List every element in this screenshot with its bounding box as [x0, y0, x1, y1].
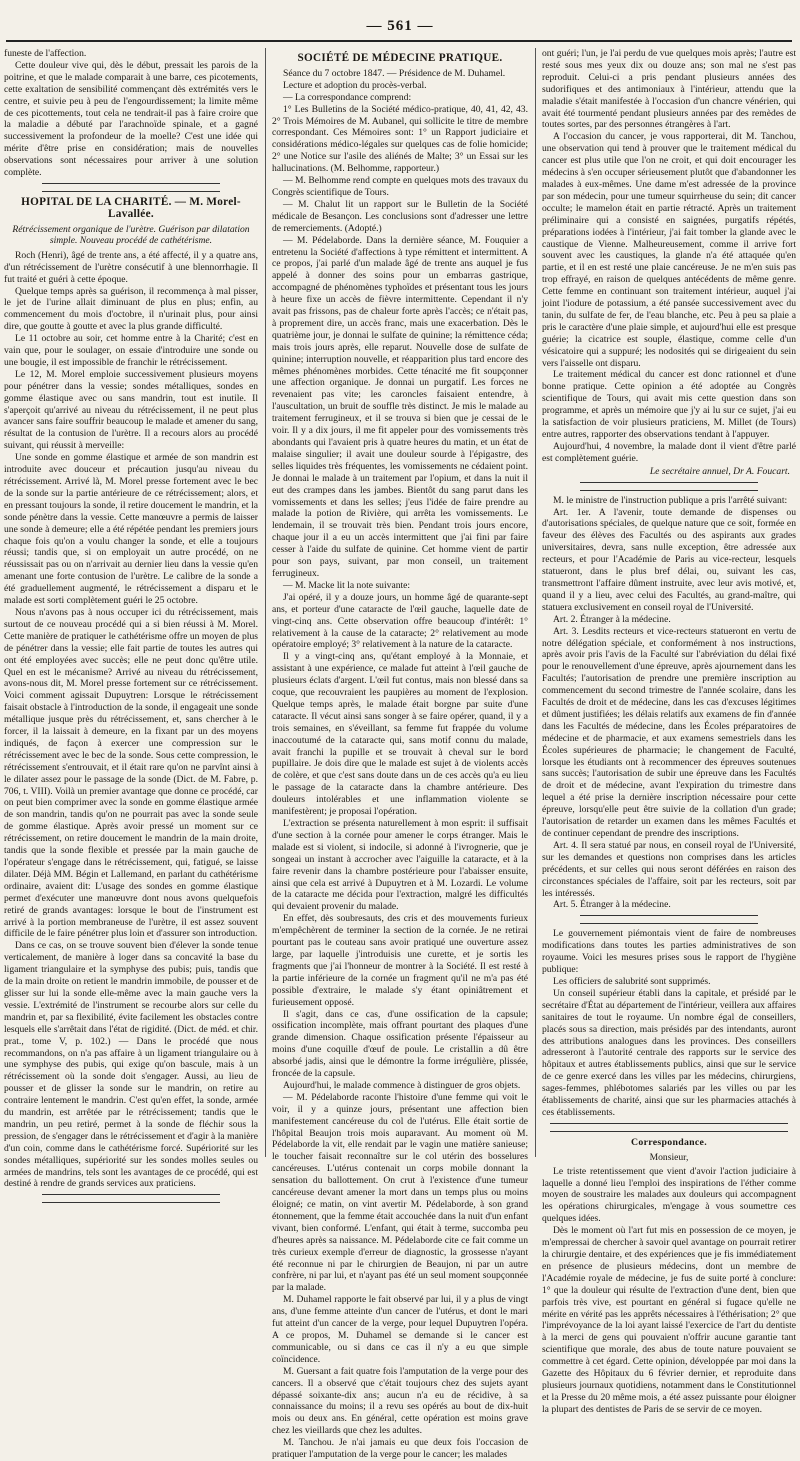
paragraph: M. Tanchou. Je n'ai jamais eu que deux fois l'occasion de pratiquer l'amputation de la verge pour le cancer; les malades — [272, 1437, 528, 1461]
ornament-divider — [550, 1123, 789, 1132]
paragraph: — M. Macke lit la note suivante: — [283, 579, 411, 591]
paragraph: Le triste retentissement que vient d'avoir l'action judiciaire à laquelle a donné lieu l'emploi des inspirations de l'éther comme moyen de soustraire les malades aux douleurs qui accompagnent les opérations chirurgicales, m'engage à vous soumettre ces quelques idées. — [542, 1165, 796, 1225]
paragraph: M. Duhamel rapporte le fait observé par lui, il y a plus de vingt ans, d'une femme atteinte d'un cancer de l'utérus, et dont le mari fut atteint d'un cancer de la verge, pour lequel Dupuytren l'opéra. A ce propos, M. Duhamel se demande si le cancer est communicable, ou si dans ce cas il n'y a eu que simple coïncidence. — [272, 1294, 528, 1365]
page-number: — 561 — — [366, 18, 434, 34]
ornament-divider — [580, 915, 758, 924]
paragraph: Dès le moment où l'art fut mis en possession de ce moyen, je m'empressai de chercher à savoir quel avantage on pourrait retirer la chirurgie dentaire, et des expériences que je fis immédiatement en présence de plusieurs médecins, dont un membre de l'Académie royale de médecine, je fus de suite porté à conclure: 1° que la douleur qui résulte de l'extraction d'une dent, bien que parfois très vive, est pourtant en général si fugace qu'elle ne mérite en vérité pas les apprêts nécessaires à l'éthérisation; 2° que l'imprévoyance de la loi ayant laissé l'exercice de l'art du dentiste à la merci de gens qui pouvaient n'offrir aucune garantie tant scientifique que morale, des abus de toute nature pouvaient se commettre à cet égard. Cette opinion, développée par moi dans la Gazette des Hôpitaux du 6 février dernier, et reproduite dans plusieurs journaux quotidiens, notamment dans le Constitutionnel et la Presse du 20 même mois, a été assez puissante pour éloigner la plupart des dentistes de Paris de se servir de ce moyen. — [542, 1225, 796, 1415]
paragraph: Roch (Henri), âgé de trente ans, a été affecté, il y a quatre ans, d'un rétrécissement de l'urètre consécutif à une blennorrhagie. Il fut traité et guéri à cette époque. — [4, 249, 258, 285]
paragraph: Quelque temps après sa guérison, il recommença à mal pisser, le jet de l'urine allait diminuant de plus en plus; enfin, au commencement du mois d'octobre, il n'urinait plus, pour ainsi dire, que goutte à goutte et avec la plus grande difficulté. — [4, 285, 258, 333]
column-divider — [535, 48, 536, 1157]
paragraph: funeste de l'affection. — [4, 48, 87, 59]
section-title-hopital: HOPITAL DE LA CHARITÉ. — M. Morel-Lavallée. — [21, 195, 241, 220]
paragraph: L'extraction se présenta naturellement à mon esprit: il suffisait d'une section à la cornée pour amener le corps étranger. Mais le malade est si violent, si indocile, si adonné à l'ivrognerie, que je songeai un instant à accrocher avec l'aiguille la cataracte, et à la faire revenir dans la chambre postérieure pour l'abaisser ensuite, ainsi que cela est arrivé à Dupuytren et à M. Lozardi. Le volume de la cataracte me décida pour l'extraction, malgré les difficultés qui devaient provenir du malade. — [272, 818, 528, 913]
paragraph: Les officiers de salubrité sont supprimés. — [553, 975, 711, 987]
salutation: Monsieur, — [649, 1151, 689, 1163]
paragraph: — M. Belhomme rend compte en quelques mots des travaux du Congrès scientifique de Tours. — [272, 175, 528, 198]
ornament-divider — [42, 183, 220, 192]
column-divider — [265, 48, 266, 1157]
ornament-divider — [42, 1194, 220, 1203]
paragraph: Art. 2. Étranger à la médecine. — [553, 613, 671, 625]
column-middle — [272, 48, 528, 1461]
paragraph: — La correspondance comprend: — [283, 91, 412, 103]
paragraph: — M. Chalut lit un rapport sur le Bulletin de la Société médicale de Besançon. Les conclusions sont d'adresser une lettre de remerciements. (Adopté.) — [272, 198, 528, 234]
paragraph: Le 11 octobre au soir, cet homme entre à la Charité; c'est en vain que, pour le soulager, on essaie d'introduire une sonde ou une bougie, il est impossible de franchir le rétrécissement. — [4, 333, 258, 368]
session-line: Séance du 7 octobre 1847. — Présidence de M. Duhamel. — [283, 67, 506, 79]
signature-line: Le secrétaire annuel, Dr A. Foucart. — [649, 465, 790, 477]
paragraph: Art. 1er. A l'avenir, toute demande de dispenses ou d'autorisations spéciales, de quelque nature que ce soit, formée en faveur des élèves des Facultés ou des aspirants aux grades universitaires, devra, sans nulle exception, être adressée aux recteurs, et pour l'Académie de Paris au vice-recteur, lesquels statueront, dans le plus bref délai, ou, suivant les cas, transmettront l'affaire dûment instruite, avec leur avis motivé, et, quand il y a lieu, avec celui des Facultés, au grand-maître, qui statuera exclusivement en conseil royal de l'Université. — [542, 506, 796, 613]
paragraph: Art. 4. Il sera statué par nous, en conseil royal de l'Université, sur les demandes et questions non comprises dans les articles précédents, et sur celles qui nous seront déférées en raison des circonstances spéciales de l'affaire, soit par les recteurs, soit par les intéressés. — [542, 839, 796, 899]
paragraph: Le traitement médical du cancer est donc rationnel et d'une bonne pratique. Cette opinion a été adoptée au Congrès scientifique de Tours, qui avait mis cette question dans son programme, et après un mémoire que j'y ai lu sur ce sujet, j'ai eu la satisfaction de voir plusieurs praticiens, M. Millet (de Tours) entre autres, rapporter des observations tendant à l'appuyer. — [542, 369, 796, 440]
paragraph: Art. 5. Étranger à la médecine. — [553, 899, 671, 911]
paragraph: Dans ce cas, on se trouve souvent bien d'élever la sonde tenue verticalement, de manière à loger dans sa concavité la base du ligament triangulaire et la symphyse des pubis; puis, tandis que de la main droite on retient le mandrin immobile, de pousser et de glisser sur lui la sonde elle-même avec la main gauche vers la vessie. L'extrémité de l'instrument se recourbe alors sur celle du mandrin et, par sa flexibilité, évite facilement les obstacles contre lesquels elle s'arrêtait dans l'état de rigidité. (Dict. de méd. et chir. prat., tome V, p. 102.) — Dans le procédé que nous recommandons, on n'a pas affaire à un ligament triangulaire ou à une symphyse des pubis, qui exige qu'on bascule, mais à un rétrécissement où la sonde doit s'engager. Aussi, au lieu de pousser et de glisser la sonde sur le mandrin, on retire au contraire lentement le mandrin. C'est qu'en effet, la sonde, armée du mandrin, est arrêtée par le rétrécissement; tandis que le mandrin, un peu retiré, permet à la sonde de fléchir sous la pression, de s'engager dans le rétrécissement et d'agir à la manière d'un coin, comme dans le cathétérisme forcé. Supériorité sur les sondes métalliques, supériorité sur les sondes molles seules ou armées de mandrins, tels sont les avantages de ce procédé, qui est destiné à rendre de grands services aux praticiens. — [4, 940, 258, 1190]
paragraph: A l'occasion du cancer, je vous rapporterai, dit M. Tanchou, une observation qui tend à prouver que le traitement médical du cancer est plus utile que l'on ne croit, et qui doit encourager les médecins à s'en occuper sérieusement plutôt que d'abandonner les malades à eux-mêmes. Une dame m'est adressée de la province par son médecin, pour une tumeur squirrheuse du sein; dit cancer occulte; le mamelon était en partie rétracté. Après un traitement préliminaire qui a consisté en saignées, purgatifs répétés, préparations iodées à l'intérieur, j'ai fait tomber la glande avec le caustique de Vienne. Malheureusement, comme il arrive fort souvent avec les caustiques, la glande n'a été attaquée qu'en partie, et il en est resté une plaie cancéreuse. Je ne m'en suis pas trop effrayé, en raison de quelques antécédents de même genre. Cette femme en continuant son traitement intérieur, auquel j'ai joint l'iodure de potassium, a été pansée successivement avec du tanin, du sulfate de fer, de l'eau blanche, etc. Peu à peu sa plaie a pris le caractère d'une plaie simple, et aujourd'hui elle est presque guérie; la cicatrice est souple, élastique, comme celle d'un vésicatoire qui a suppuré; les nodosités qui se dirigeaient du sein vers l'aisselle ont disparu. — [542, 131, 796, 369]
paragraph: Le gouvernement piémontais vient de faire de nombreuses modifications dans toutes les parties administratives de son royaume. Voici les mesures prises sous le rapport de l'hygiène publique: — [542, 928, 796, 976]
section-title-correspondance: Correspondance. — [631, 1136, 707, 1148]
paragraph: ont guéri; l'un, je l'ai perdu de vue quelques mois après; l'autre est resté sous mes yeux dix ou douze ans; son mal ne s'est pas reproduit. Celui-ci a pris pendant plusieurs années des sudorifiques et des antimoniaux à l'intérieur, attendu que la maladie s'était manifestée à l'occasion d'un chancre vénérien, qui avait été tourmenté pendant plusieurs années par des remèdes de toutes sortes, par des personnes étrangères à l'art. — [542, 48, 796, 131]
paragraph: Art. 3. Lesdits recteurs et vice-recteurs statueront en vertu de notre délégation spéciale, et conformément à nos instructions, après avoir pris l'avis de la Faculté sur l'abréviation du délai fixé pour le renouvellement d'une épreuve, après ajournement dans les Facultés; l'autorisation de prendre une première inscription au commencement du second trimestre de l'année scolaire, dans les Facultés de droit et de médecine, dans les cas d'excuses légitimes et dûment justifiées; les délais relatifs aux examens de fin d'année dans les Facultés de médecine, dans les Écoles préparatoires de médecine et de pharmacie, et aux examens semestriels dans les Écoles supérieures de pharmacie; le changement de Faculté, lorsque les étudiants ont à recommencer des épreuves soutenues sans succès; l'autorisation de subir une épreuve dans les Facultés de droit et de médecine, avant l'expiration du trimestre dans lequel a été prise la dernière inscription nécessaire pour cette épreuve, lorsqu'elle peut être suivie de la collation d'un grade; l'autorisation de retarder un examen dans les mêmes Facultés et de continuer cependant de prendre des inscriptions. — [542, 625, 796, 839]
paragraph: 1° Les Bulletins de la Société médico-pratique, 40, 41, 42, 43. 2° Trois Mémoires de M. Aubanel, qui sollicite le titre de membre correspondant. Ces Mémoires sont: 1° un Rapport judiciaire et considérations médico-légales sur quelques cas de folie homicide; 2° une Notice sur l'asile des aliénés de Malte; 3° un Essai sur les hallucinations. (M. Belhomme, rapporteur.) — [272, 103, 528, 175]
ornament-divider — [580, 482, 758, 491]
paragraph: En effet, dès soubresauts, des cris et des mouvements furieux m'empêchèrent de terminer la section de la cornée. Je ne retirai pourtant pas le couteau sans avoir pratiqué une ouverture assez large, par laquelle j'introduisis une curette, et je sortis les fragments que j'ai l'honneur de montrer à la Société. Il est resté à la partie inférieure de la cornée un fragment qu'il ne m'a pas été possible d'extraire, le malade s'y étant opiniâtrement et furieusement opposé. — [272, 913, 528, 1008]
paragraph: Le 12, M. Morel emploie successivement plusieurs moyens pour pénétrer dans la vessie; sondes métalliques, sondes en gomme élastique avec ou sans mandrin, tout est inutile. Il s'aperçoit qu'arrivé au niveau du rétrécissement, il ne peut plus avancer sans faire souffrir beaucoup le malade et amener du sang, résultat de la contusion de l'urètre. Il a recours alors au procédé suivant, qui réussit à merveille: — [4, 368, 258, 452]
paragraph: Cette douleur vive qui, dès le début, pressait les parois de la poitrine, et que le malade comparait à une barre, ces picotements, cette exaltation de sensibilité commençant dès extrémités vers le centre, et suivie peu à peu de l'engourdissement; la limite même de ces picottements, tout cela ne tendrait-il pas à faire croire que la maladie a débuté par l'arachnoïde spinale, et a gagné successivement la profondeur de la moelle? C'est une idée qui mérite d'être prise en considération; mais de nouvelles observations sont nécessaires pour arriver à une solution complète. — [4, 59, 258, 179]
header-rule — [6, 40, 792, 42]
paragraph: Nous n'avons pas à nous occuper ici du rétrécissement, mais surtout de ce nouveau procédé qui a si bien réussi à M. Morel. Cette manière de pratiquer le cathétérisme offre un moyen de plus de pénétrer dans la vessie; elle fait partie de toutes les autres qui ont été employées avec succès; elle ne peut donc qu'être utile. Quel en est le mécanisme? Arrivé au niveau du rétrécissement, avons-nous dit, M. Morel presse fortement sur ce rétrécissement. Voici comment agissait Dupuytren: Lorsque le rétrécissement faisait obstacle à l'introduction de la sonde, il engageait une sonde métallique jusque près du rétrécissement, et, sans chercher à le forcer, il la laissait à demeure, en la fixant par un des moyens indiqués, de façon à exercer une compression sur le rétrécissement avec le bec de la sonde. Sous cette compression, le rétrécissement s'entrouvait, et il était rare qu'on ne parvînt ainsi à le dilater assez pour le passage de la sonde (Dict. de M. Fabre, p. 706, t. VIII). Voilà un premier avantage que donne ce procédé, car on peut bien comprimer avec la sonde en gomme élastique armée de son mandrin, tandis qu'on ne pourrait pas avec la sonde seule de gomme élastique. Après avoir pressé un moment sur ce rétrécissement, on retire doucement le mandrin de la main droite, tandis que la sonde flexible et pressée par la main gauche de l'opérateur s'engage dans le rétrécissement, qui, fatigué, se laisse dilater. Déjà MM. Bégin et Lallemand, en parlant du cathétérisme ordinaire, avaient dit: L'usage des sondes en gomme élastique permet d'exécuter une manœuvre dont nous avons quelquefois retiré de grands avantages: lorsque le bout de l'instrument est arrivé à la portion membraneuse de l'urètre, il est assez souvent difficile de le faire pénétrer plus loin et d'assurer son introduction. — [4, 606, 258, 940]
paragraph: — M. Pédelaborde raconte l'histoire d'une femme qui voit le voir, il y a quinze jours, présentant une affection bien manifestement cancéreuse du col de l'utérus. Elle était sortie de l'hôpital Beaujon trois mois auparavant. Au moment où M. Pédelaborde la vit, elle rendait par le vagin une matière sanieuse; le toucher faisait reconnaître sur le col utérin des bosselures cancéreuses. L'utérus contenait un corps mobile donnant la sensation du ballottement. On crut à l'existence d'une tumeur cancéreuse devant amener la mort dans un temps plus ou moins éloigné; ce matin, on vint avertir M. Pédelaborde, à son grand étonnement, que la femme était accouchée dans la nuit d'un enfant vivant, bien conformé. L'enfant, qui était à terme, succomba peu d'heures après sa naissance. M. Pédelaborde cite ce fait comme un très curieux exemple d'erreur de diagnostic, la grossesse n'ayant été reconnue ni par le chirurgien de Beaujon, ni par un autre confrère, ni par lui, et n'ayant pas été un seul moment soupçonnée par la malade. — [272, 1091, 528, 1294]
paragraph: Aujourd'hui, le malade commence à distinguer de gros objets. — [283, 1079, 521, 1091]
column-left — [4, 48, 258, 1190]
column-right — [542, 48, 796, 1415]
paragraph: Il s'agit, dans ce cas, d'une ossification de la capsule; ossification incomplète, mais offrant pourtant des plaques d'une grande dimension. Chaque ossification présente l'épaisseur au moins d'une coquille d'œuf de poule. Le cristallin a dû être absorbé jadis, ainsi que le démontre la forme irrégulière, plissée, froncée de la capsule. — [272, 1008, 528, 1080]
paragraph: M. Guersant a fait quatre fois l'amputation de la verge pour des cancers. Il a observé que c'était toujours chez des sujets ayant dépassé soixante-dix ans; aucun n'a eu de récidive, à sa connaissance du moins; il a revu ses opérés au bout de dix-huit mois ou deux ans. En général, cette opération est moins grave chez les vieillards que chez les adultes. — [272, 1365, 528, 1437]
paragraph: Un conseil supérieur établi dans la capitale, et présidé par le secrétaire d'État au département de l'intérieur, veillera aux affaires sanitaires de tout le royaume. Un nombre égal de conseillers, placés sous sa direction, mais présidés par des intendants, auront des attributions analogues dans les provinces. Des conseillers adresseront à l'autorité centrale des rapports sur le service des hôpitaux et autres établissements publics, ainsi que sur le service de ce genre exercé dans les villes par les médecins, chirurgiens, sages-femmes, phlébotomes salariés par les villes ou par les établissements de charité, ainsi que sur les pharmacies attachés à ces établissements. — [542, 987, 796, 1118]
paragraph: J'ai opéré, il y a douze jours, un homme âgé de quarante-sept ans, et porteur d'une cataracte de l'œil gauche, laquelle date de vingt-cinq ans. Cette observation offre beaucoup d'intérêt: 1° relativement à la cause de la cataracte; 2° relativement au mode opératoire employé; 3° relativement à la nature de la cataracte. — [272, 591, 528, 651]
paragraph: Aujourd'hui, 4 novembre, la malade dont il vient d'être parlé est complètement guérie. — [542, 440, 796, 464]
paragraph: — M. Pédelaborde. Dans la dernière séance, M. Fouquier a entretenu la Société d'affections à type rémittent et intermittent. A ce propos, j'ai parlé d'un malade âgé de trente ans auquel je fus appelé à donner des soins pour un embarras gastrique, accompagné de phénomènes typhoïdes et présentant tous les jours à heure fixe un accès de fièvre intermittente. Cependant il n'y avait pas frissons, pas de chaleur forte après l'accès; ce n'était pas, à proprement dire, un accès franc, mais une exacerbation. Dès le quatrième jour, je donnai le sulfate de quinine; la rémittence céda; mais trois jours après, elle reparut. Nouvelle dose de sulfate de quinine; interruption nouvelle, et réapparition plus tard encore des mêmes phénomènes morbides. Cette ténacité me fit soupçonner une affection organique. Je donnai un purgatif. Les forces ne revenaient pas vite; les caroncles faisaient entendre, à l'auscultation, un bruit de souffle très distinct. Je mis le malade au traitement ferrugineux, et il se trouva si bien que je cessai de le voir. Il y a dix jours, il me fit appeler pour des vomissements très abondants qui l'avaient pris à quatre heures du matin, et un état de malaise singulier; il avait une douleur sourde à l'épigastre, des selles liquides très fréquentes, les vomissements ne cédaient point. Je donnai le malade à un traitement par l'opium, et dans la nuit il eut des crampes dans les jambes. Bientôt du sang parut dans les vomissements et dans les selles; j'eus l'idée de faire prendre au malade la potion de Rivière, qui arrêta les vomissements. Le lendemain, il se trouvait très bien. Pendant trois jours encore, chaque jour il a eu un accès intermittent que j'ai fini par faire cesser à l'aide du sulfate de quinine. Cet homme vient de partir pour son pays, suivant, par mon conseil, un traitement ferrugineux. — [272, 234, 528, 579]
paragraph: Il y a vingt-cinq ans, qu'étant employé à la Monnaie, et assistant à une expérience, ce malade fut atteint à l'œil gauche de plusieurs éclats d'argent. L'œil fut contus, mais non blessé dans sa coque, que recouvraient les paupières au moment de l'explosion. Quelque temps après, le malade était borgne par suite d'une cataracte. Il vécut ainsi sans songer à se faire opérer, quand, il y a trois semaines, en s'éveillant, sa femme fut frappée du volume inaccoutumé de la cataracte qui, sans motif connu du malade, avait franchi la pupille et se trouvait à cheval sur le bord pupillaire. Je dois dire que le malade est sujet à de violents accès de colère, et que c'est sans doute dans un de ces accès qu'a eu lieu le passage de la cataracte dans la chambre antérieure. Des douleurs intolérables et une inflammation violente se manifestèrent; je proposai l'opération. — [272, 651, 528, 818]
paragraph: Lecture et adoption du procès-verbal. — [283, 79, 427, 91]
section-subtitle: Rétrécissement organique de l'urètre. Guérison par dilatation simple. Nouveau procédé de cathétérisme. — [12, 223, 250, 247]
section-title-societe: SOCIÉTÉ DE MÉDECINE PRATIQUE. — [297, 52, 503, 64]
paragraph: M. le ministre de l'instruction publique a pris l'arrêté suivant: — [553, 494, 788, 506]
paragraph: Une sonde en gomme élastique et armée de son mandrin est introduite avec douceur et précaution jusqu'au niveau du rétrécissement. Arrivé là, M. Morel presse fortement avec le bec de la sonde sur la partie antérieure de ce rétrécissement; alors, et en pressant toujours la sonde, il retire doucement le mandrin, et la sonde pénètre dans la vessie. Cette manœuvre a permis de laisser une sonde à demeure; elle a été répétée pendant les premiers jours chaque fois qu'on a voulu changer la sonde, et elle a toujours réussi; tandis que, si on employait un autre procédé, on ne réussissait pas ou on n'arrivait au dernier lieu dans la vessie qu'en amenant une forte contusion de l'urètre. Le calibre de la sonde a été graduellement augmenté, le rétrécissement a disparu et le malade est sorti complètement guéri le 25 octobre. — [4, 452, 258, 607]
